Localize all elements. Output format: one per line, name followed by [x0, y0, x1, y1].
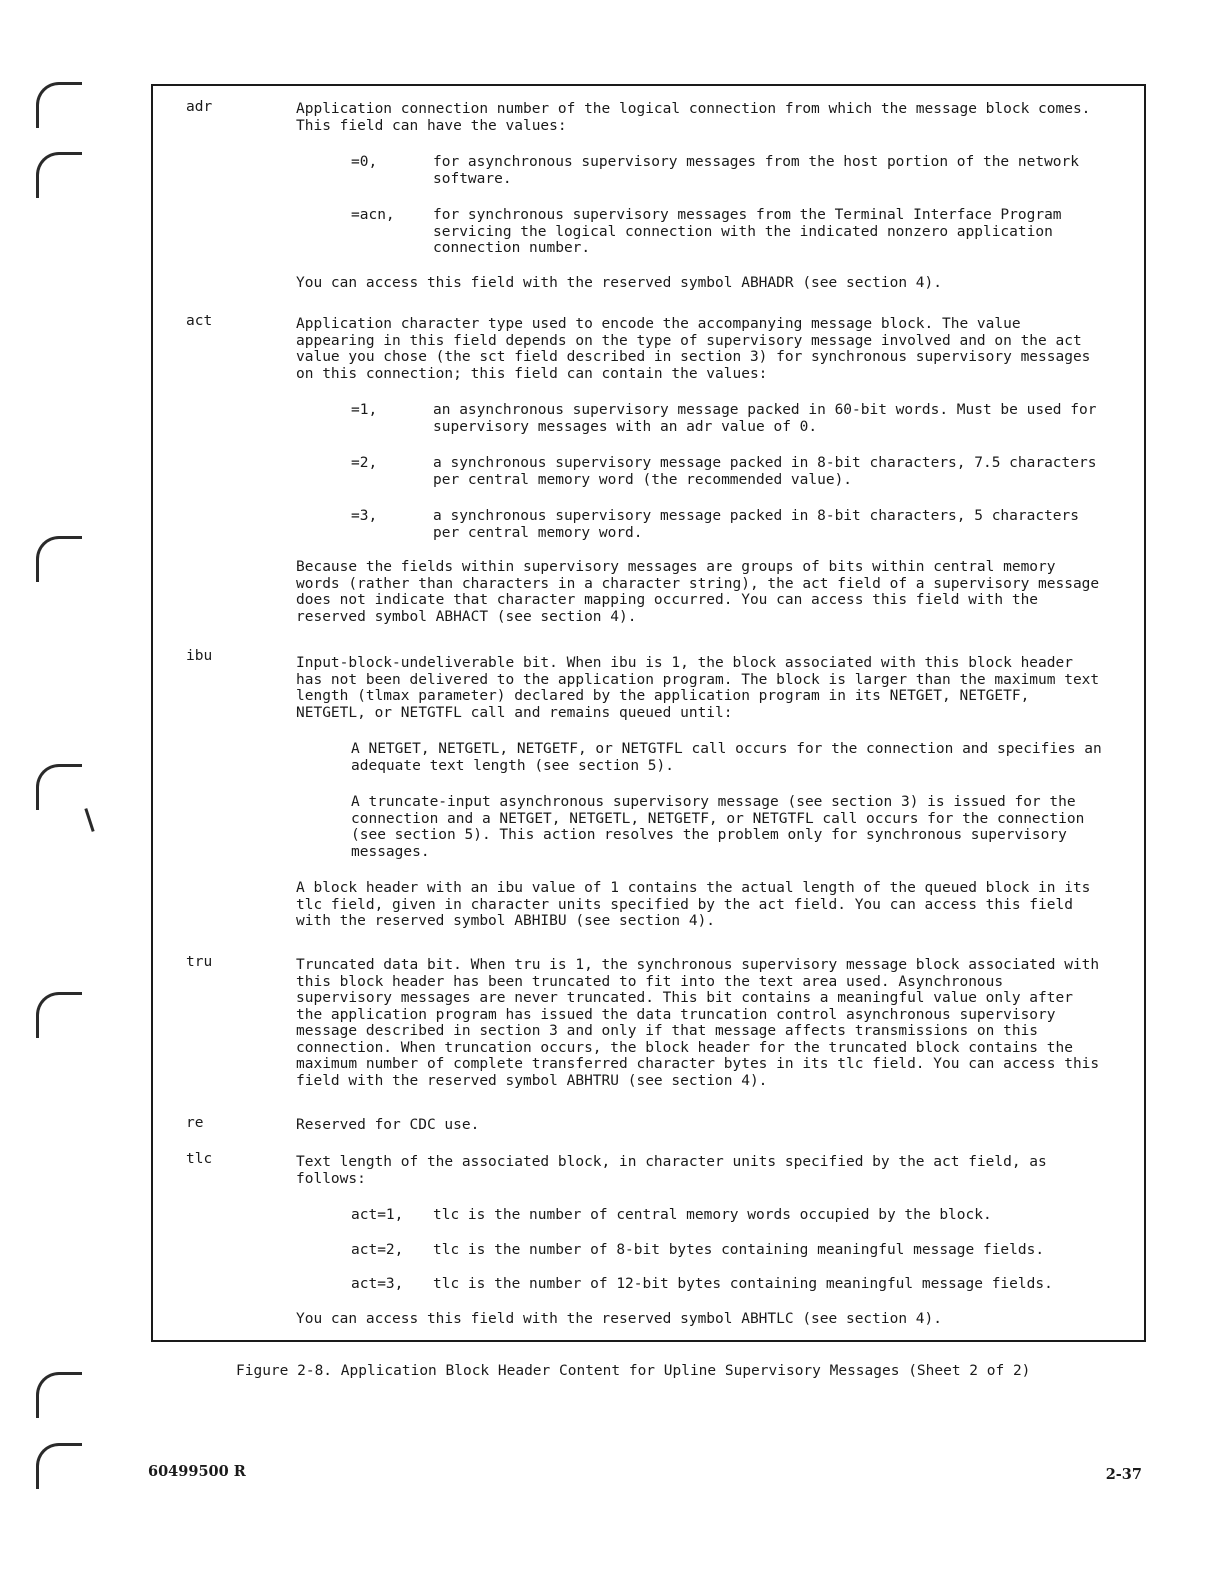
field-description-tru: [296, 957, 1106, 1089]
field-intro: Application connection number of the logical connection from which the message block comes. This field can have the values:: [296, 101, 1091, 134]
value-key: =1,: [351, 402, 378, 418]
value-desc: for asynchronous supervisory messages from the host portion of the network software.: [433, 154, 1080, 187]
value-desc: tlc is the number of central memory words occupied by the block.: [433, 1207, 992, 1223]
value-desc: tlc is the number of 12-bit bytes containing meaningful message fields.: [433, 1276, 1053, 1292]
field-description-adr: [296, 101, 1106, 291]
value-key: act=3,: [351, 1276, 404, 1292]
field-name-act: act: [186, 313, 213, 329]
value-key: act=1,: [351, 1207, 404, 1223]
field-name-tlc: tlc: [186, 1151, 213, 1167]
field-access: You can access this field with the reserved symbol ABHTLC (see section 4).: [296, 1310, 943, 1327]
field-access: You can access this field with the reserved symbol ABHADR (see section 4).: [296, 274, 943, 291]
value-key: =0,: [351, 154, 378, 170]
punch-hole: [36, 1443, 82, 1489]
punch-hole: [36, 82, 82, 128]
field-access: A block header with an ibu value of 1 contains the actual length of the queued block in its tlc field, given in character units specified by the act field. You can access this field with the reserved symbol ABHIBU (see section 4).: [296, 880, 1091, 929]
value-desc: an asynchronous supervisory message packed in 60-bit words. Must be used for supervisory messages with an adr value of 0.: [433, 402, 1097, 435]
field-intro: Application character type used to encode the accompanying message block. The value appearing in this field depends on the type of supervisory message involved and on the act value you chose (the sct field described in section 3) for synchronous supervisory messages on this connection; this field can contain the values:: [296, 316, 1091, 382]
condition-item: A NETGET, NETGETL, NETGETF, or NETGTFL call occurs for the connection and specifies an adequate text length (see section 5).: [351, 741, 1102, 774]
field-name-tru: tru: [186, 954, 213, 970]
field-name-adr: adr: [186, 99, 213, 115]
value-entry: [351, 1276, 1106, 1293]
punch-hole: [36, 536, 82, 582]
value-desc: a synchronous supervisory message packed in 8-bit characters, 5 characters per central memory word.: [433, 508, 1080, 541]
value-entry: [351, 1242, 1106, 1259]
field-description-act: [296, 316, 1106, 625]
punch-hole: [36, 152, 82, 198]
value-key: =acn,: [351, 207, 395, 223]
field-description-ibu: [296, 655, 1106, 930]
field-name-ibu: ibu: [186, 648, 213, 664]
value-entry: [351, 154, 1106, 187]
value-entry: [351, 207, 1106, 257]
value-desc: for synchronous supervisory messages from the Terminal Interface Program servicing the logical connection with the indicated nonzero application connection number.: [433, 207, 1062, 256]
field-intro: Reserved for CDC use.: [296, 1117, 480, 1133]
value-entry: [351, 455, 1106, 488]
field-intro: Input-block-undeliverable bit. When ibu is 1, the block associated with this block header has not been delivered to the application program. The block is larger than the maximum text length (tlmax parameter) declared by the application program in its NETGET, NETGETF, NETGETL, or NETGTFL call and remains queued until:: [296, 655, 1100, 721]
field-intro: Text length of the associated block, in character units specified by the act field, as follows:: [296, 1154, 1047, 1187]
field-name-re: re: [186, 1115, 204, 1131]
scan-mark: [84, 808, 94, 832]
value-entry: [351, 402, 1106, 435]
punch-hole: [36, 992, 82, 1038]
punch-hole: [36, 764, 82, 810]
field-description-re: [296, 1117, 1106, 1134]
field-access: Because the fields within supervisory messages are groups of bits within central memory words (rather than characters in a character string), the act field of a supervisory message does not indicate that character mapping occurred. You can access this field with the reserved symbol ABHACT (see section 4).: [296, 559, 1100, 625]
field-description-tlc: [296, 1154, 1106, 1327]
value-key: act=2,: [351, 1241, 404, 1258]
value-desc: a synchronous supervisory message packed in 8-bit characters, 7.5 characters per central memory word (the recommended value).: [433, 455, 1097, 488]
value-key: =2,: [351, 455, 378, 471]
condition-item: A truncate-input asynchronous supervisory message (see section 3) is issued for the connection and a NETGET, NETGETL, NETGETF, or NETGTFL call occurs for the connection (see section 5). This action resolves the problem only for synchronous supervisory messages.: [351, 794, 1085, 860]
document-number: 60499500 R: [148, 1463, 246, 1480]
value-key: =3,: [351, 508, 378, 524]
field-intro: Truncated data bit. When tru is 1, the synchronous supervisory message block associated with this block header has been truncated to fit into the text area used. Asynchronous supervisory messages are never truncated. This bit contains a meaningful value only after the application program has issued the data truncation control asynchronous supervisory message described in section 3 and only if that message affects transmissions on this connection. When truncation occurs, the block header for the truncated block contains the maximum number of complete transferred character bytes in its tlc field. You can access this field with the reserved symbol ABHTRU (see section 4).: [296, 957, 1100, 1089]
punch-hole: [36, 1372, 82, 1418]
value-entry: [351, 1207, 1106, 1224]
figure-caption: Figure 2-8. Application Block Header Content for Upline Supervisory Messages (Sheet 2 of 2): [236, 1363, 1031, 1379]
value-entry: [351, 508, 1106, 541]
page-number: 2-37: [1105, 1466, 1142, 1483]
value-desc: tlc is the number of 8-bit bytes containing meaningful message fields.: [433, 1241, 1045, 1258]
